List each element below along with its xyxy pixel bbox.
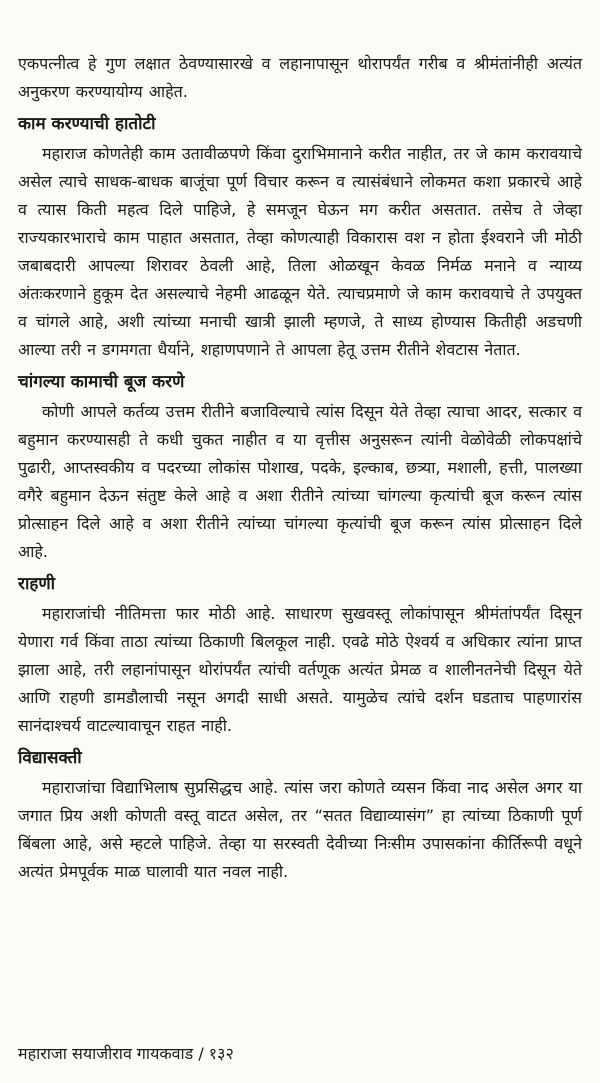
section-heading-lifestyle: राहणी — [18, 574, 56, 594]
section-paragraph-work-skill: महाराज कोणतेही काम उतावीळपणे किंवा दुराभिमानाने करीत नाहीत, तर जे काम करावयाचे असेल त्याचे साधक-बाधक बाजूंचा पूर्ण विचार करून व त्यासंबंधाने लोकमत कशा प्रकारचे आहे व त्यास किती महत्व दिले पाहिजे, हे समजून घेऊन मग करीत असतात. तसेच ते जेव्हा राज्यकारभाराचे काम पाहात असतात, तेव्हा कोणत्याही विकारास वश न होता ईश्वराने जी मोठी जबाबदारी आपल्या शिरावर ठेवली आहे, तिला ओळखून केवळ निर्मळ मनाने व न्याय्य अंतःकरणाने हुकूम देत असल्याचे नेहमी आढळून येते. त्याचप्रमाणे जे काम करावयाचे ते उपयुक्त व चांगले आहे, अशी त्यांच्या मनाची खात्री झाली म्हणजे, ते साध्य होण्यास कितीही अडचणी आल्या तरी न डगमगता धैर्याने, शहाणपणाने ते आपला हेतू उत्तम रीतीने शेवटास नेतात. — [18, 144, 582, 359]
section-lifestyle — [18, 571, 582, 740]
intro-paragraph: एकपत्नीत्व हे गुण लक्षात ठेवण्यासारखे व लहानापासून थोरापर्यंत गरीब व श्रीमंतांनीही अत्यंत अनुकरण करण्यायोग्य आहेत. — [18, 54, 582, 101]
section-work-skill — [18, 111, 582, 364]
section-heading-work-skill: काम करण्याची हातोटी — [18, 114, 156, 134]
section-appreciation — [18, 369, 582, 566]
section-paragraph-love-of-learning: महाराजांचा विद्याभिलाष सुप्रसिद्धच आहे. त्यांस जरा कोणते व्यसन किंवा नाद असेल अगर या जगात प्रिय अशी कोणती वस्तू वाटत असेल, तर “सतत विद्याव्यासंग” हा त्यांच्या ठिकाणी पूर्ण बिंबला आहे, असे म्हटले पाहिजे. तेव्हा या सरस्वती देवीच्या निःसीम उपासकांना कीर्तिरूपी वधूने अत्यंत प्रेमपूर्वक माळ घालावी यात नवल नाही. — [18, 778, 582, 881]
section-paragraph-lifestyle: महाराजांची नीतिमत्ता फार मोठी आहे. साधारण सुखवस्तू लोकांपासून श्रीमंतांपर्यंत दिसून येणारा गर्व किंवा ताठा त्यांच्या ठिकाणी बिलकूल नाही. एवढे मोठे ऐश्वर्य व अधिकार त्यांना प्राप्त झाला आहे, तरी लहानांपासून थोरांपर्यंत त्यांची वर्तणूक अत्यंत प्रेमळ व शालीनतनेची दिसून येते आणि राहणी डामडौलाची नसून अगदी साधी असते. यामुळेच त्यांचे दर्शन घडताच पाहणारांस सानंदाश्चर्य वाटल्यावाचून राहत नाही. — [18, 604, 582, 735]
section-heading-appreciation: चांगल्या कामाची बूज करणे — [18, 372, 185, 392]
section-paragraph-appreciation: कोणी आपले कर्तव्य उत्तम रीतीने बजाविल्याचे त्यांस दिसून येते तेव्हा त्याचा आदर, सत्कार व बहुमान करण्यासही ते कधी चुकत नाहीत व या वृत्तीस अनुसरून त्यांनी वेळोवेळी लोकपक्षांचे पुढारी, आप्तस्वकीय व पदरच्या लोकांस पोशाख, पदके, इल्काब, छत्र्या, मशाली, हत्ती, पालख्या वगैरे बहुमान देऊन संतुष्ट केले आहे व अशा रीतीने त्यांच्या चांगल्या कृत्यांची बूज करून त्यांस प्रोत्साहन दिले आहे व अशा रीतीने त्यांच्या चांगल्या कृत्यांची बूज करून त्यांस प्रोत्साहन दिले आहे. — [18, 402, 582, 561]
section-heading-love-of-learning: विद्यासक्ती — [18, 748, 82, 768]
section-love-of-learning — [18, 745, 582, 886]
page-footer: महाराजा सयाजीराव गायकवाड / १३२ — [18, 1044, 234, 1063]
